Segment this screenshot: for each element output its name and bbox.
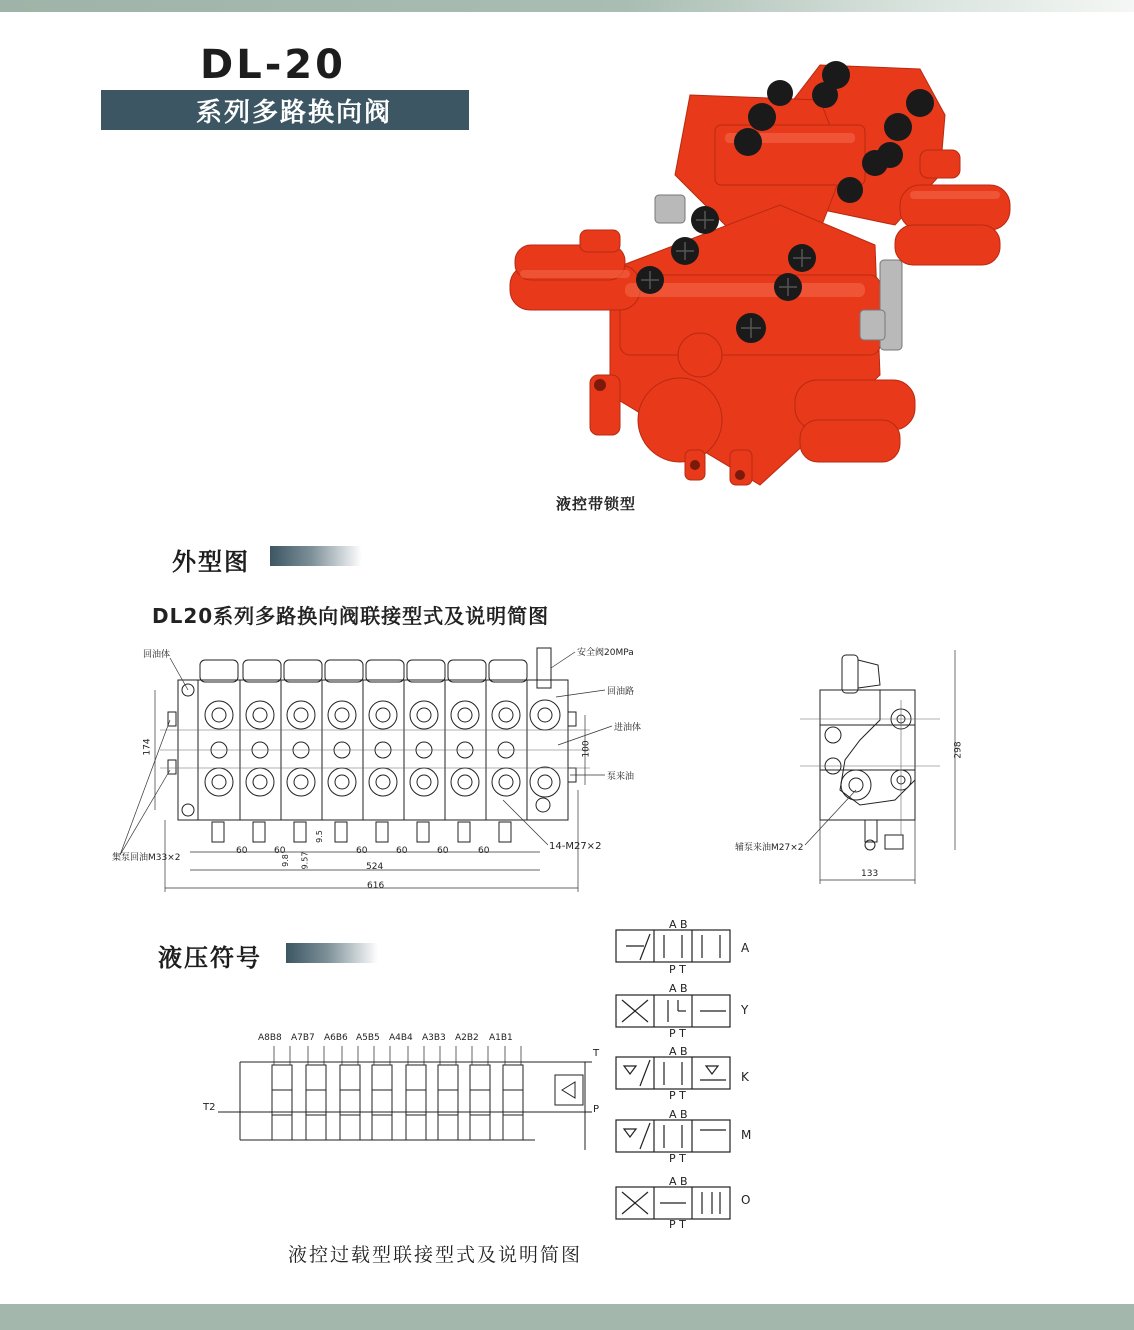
ports-bottom bbox=[205, 767, 560, 797]
diagram-title: DL20系列多路换向阀联接型式及说明简图 bbox=[152, 604, 550, 628]
label-pump-oil: 泵来油 bbox=[607, 772, 635, 782]
bottom-decor-bar bbox=[0, 1304, 1134, 1330]
dim-100: 100 bbox=[581, 740, 592, 758]
symbol-m-code: M bbox=[741, 1128, 752, 1142]
dim-pitch-4: 60 bbox=[396, 846, 408, 856]
port-label-6: A6B6 bbox=[324, 1033, 348, 1043]
dim-pitch-6: 60 bbox=[478, 846, 490, 856]
symbol-box-k bbox=[616, 1057, 730, 1089]
symbol-box-a bbox=[616, 930, 730, 962]
label-inlet-body: 进油体 bbox=[614, 723, 642, 733]
dim-9-5: 9.5 bbox=[314, 830, 324, 843]
label-return-path: 回油路 bbox=[607, 687, 635, 697]
section-heading-hydraulic: 液压符号 bbox=[158, 944, 262, 972]
symbol-o-code: O bbox=[741, 1193, 751, 1207]
dim-pitch-3: 60 bbox=[356, 846, 368, 856]
symbol-y-bottom: P T bbox=[669, 1027, 686, 1040]
dim-298: 298 bbox=[953, 741, 964, 759]
section-bar-hydraulic bbox=[286, 943, 378, 963]
port-label-1: A1B1 bbox=[489, 1033, 513, 1043]
section-bar-outline bbox=[270, 546, 362, 566]
port-label-4: A4B4 bbox=[389, 1033, 413, 1043]
valve-photo bbox=[500, 55, 1030, 495]
dim-174: 174 bbox=[142, 738, 153, 756]
symbol-o-bottom: P T bbox=[669, 1218, 686, 1231]
dim-9-57: 9.57 bbox=[300, 851, 310, 870]
label-safety-valve: 安全阀20MPa bbox=[577, 648, 634, 658]
section-heading-outline: 外型图 bbox=[172, 548, 250, 576]
top-decor-bar bbox=[0, 0, 1134, 12]
dim-pitch-2: 60 bbox=[274, 846, 286, 856]
dim-pitch-5: 60 bbox=[437, 846, 449, 856]
dim-524: 524 bbox=[366, 862, 384, 872]
symbol-o-top: A B bbox=[669, 1175, 688, 1188]
port-label-2: A2B2 bbox=[455, 1033, 479, 1043]
symbol-y-code: Y bbox=[741, 1003, 749, 1017]
circuit-t-label: T bbox=[593, 1048, 600, 1059]
symbol-box-o bbox=[616, 1187, 730, 1219]
circuit-t2-label: T2 bbox=[203, 1102, 216, 1113]
dim-9-8: 9.8 bbox=[280, 854, 290, 867]
symbol-m-bottom: P T bbox=[669, 1152, 686, 1165]
side-view bbox=[800, 650, 955, 884]
dim-133: 133 bbox=[861, 869, 879, 879]
symbol-box-y bbox=[616, 995, 730, 1027]
dim-pitch-1: 60 bbox=[236, 846, 248, 856]
block-outline bbox=[178, 680, 568, 820]
port-leads bbox=[274, 1046, 521, 1065]
label-dual-pump-return: 集泵回油M33×2 bbox=[112, 853, 181, 863]
top-caps bbox=[200, 648, 551, 688]
label-port-spec: 14-M27×2 bbox=[549, 841, 602, 852]
symbol-a-bottom: P T bbox=[669, 963, 686, 976]
port-label-8: A8B8 bbox=[258, 1033, 282, 1043]
symbol-y-top: A B bbox=[669, 982, 688, 995]
dim-616: 616 bbox=[367, 881, 385, 891]
ports-top bbox=[205, 700, 560, 730]
page-subtitle: 系列多路换向阀 bbox=[196, 98, 393, 128]
bottom-stems bbox=[212, 822, 511, 842]
symbol-k-code: K bbox=[741, 1070, 749, 1084]
port-label-3: A3B3 bbox=[422, 1033, 446, 1043]
label-return-body: 回油体 bbox=[143, 650, 171, 660]
symbol-k-bottom: P T bbox=[669, 1089, 686, 1102]
symbol-box-m bbox=[616, 1120, 730, 1152]
port-label-7: A7B7 bbox=[291, 1033, 315, 1043]
symbol-a-code: A bbox=[741, 941, 750, 955]
label-side-pump: 辅泵来油M27×2 bbox=[735, 843, 804, 853]
photo-caption: 液控带锁型 bbox=[556, 495, 637, 513]
page-title: DL-20 bbox=[200, 42, 346, 88]
symbol-a-top: A B bbox=[669, 918, 688, 931]
circuit-p-label: P bbox=[593, 1104, 600, 1115]
symbol-k-top: A B bbox=[669, 1045, 688, 1058]
port-label-5: A5B5 bbox=[356, 1033, 380, 1043]
spool-sections bbox=[272, 1065, 523, 1140]
hydraulic-caption: 液控过载型联接型式及说明简图 bbox=[288, 1244, 583, 1266]
symbol-m-top: A B bbox=[669, 1108, 688, 1121]
ports-mid bbox=[211, 742, 514, 758]
